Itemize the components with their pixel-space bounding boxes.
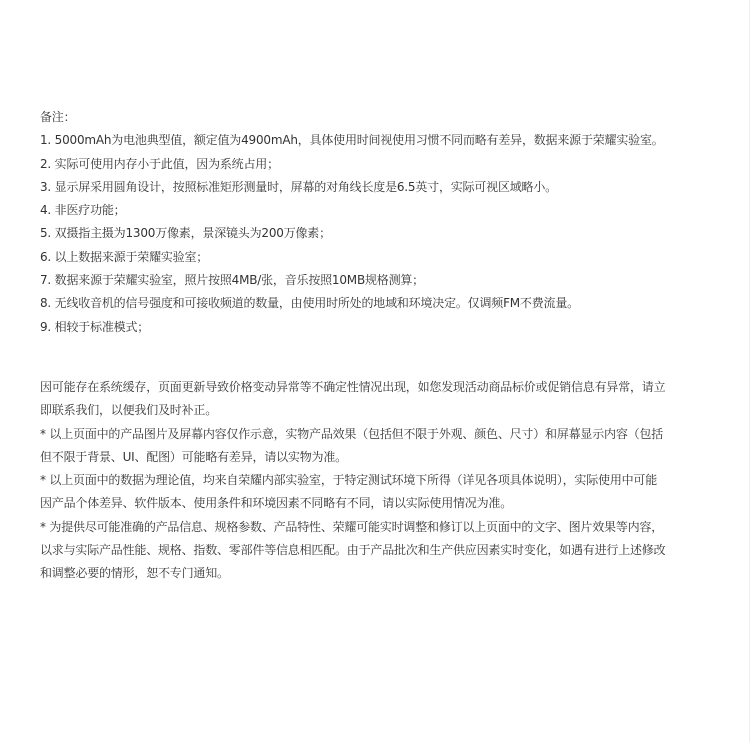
disclaimer-line: 和调整必要的情形，恕不专门通知。: [40, 566, 229, 581]
note-item: 4. 非医疗功能；: [40, 203, 126, 218]
note-item: 2. 实际可使用内存小于此值，因为系统占用；: [40, 156, 279, 171]
note-item: 6. 以上数据来源于荣耀实验室；: [40, 249, 209, 264]
disclaimer-line: 因产品个体差异、软件版本、使用条件和环境因素不同略有不同，请以实际使用情况为准。: [40, 496, 513, 511]
note-item: 1. 5000mAh为电池典型值，额定值为4900mAh，具体使用时间视使用习惯不同而略有差异，数据来源于荣耀实验室。: [40, 133, 664, 148]
disclaimer-line: * 为提供尽可能准确的产品信息、规格参数、产品特性、荣耀可能实时调整和修订以上页面中的文字、图片效果等内容，: [40, 519, 664, 534]
disclaimer-line: 但不限于背景、UI、配图）可能略有差异，请以实物为准。: [40, 449, 347, 464]
note-item: 7. 数据来源于荣耀实验室，照片按照4MB/张，音乐按照10MB规格测算；: [40, 273, 424, 288]
disclaimer-line: * 以上页面中的数据为理论值，均来自荣耀内部实验室，于特定测试环境下所得（详见各项具体说明），实际使用中可能: [40, 473, 658, 488]
notes-section: [40, 106, 720, 339]
note-item: 3. 显示屏采用圆角设计，按照标准矩形测量时，屏幕的对角线长度是6.5英寸，实际可视区域略小。: [40, 179, 557, 194]
disclaimer-line: * 以上页面中的产品图片及屏幕内容仅作示意，实物产品效果（包括但不限于外观、颜色、尺寸）和屏幕显示内容（包括: [40, 426, 664, 441]
disclaimer-line: 因可能存在系统缓存，页面更新导致价格变动异常等不确定性情况出现，如您发现活动商品标价或促销信息有异常，请立: [40, 380, 666, 394]
note-item: 5. 双摄指主摄为1300万像素，景深镜头为200万像素；: [40, 226, 331, 241]
note-item: 8. 无线收音机的信号强度和可接收频道的数量，由使用时所处的地域和环境决定。仅调频FM不费流量。: [40, 296, 579, 311]
notes-title: 备注：: [40, 110, 76, 124]
disclaimer-line: 即联系我们，以便我们及时补正。: [40, 403, 218, 418]
disclaimer-section: [40, 376, 720, 586]
note-item: 9. 相较于标准模式；: [40, 319, 150, 334]
disclaimer-line: 以求与实际产品性能、规格、指数、零部件等信息相匹配。由于产品批次和生产供应因素实时变化，如遇有进行上述修改: [40, 543, 666, 558]
